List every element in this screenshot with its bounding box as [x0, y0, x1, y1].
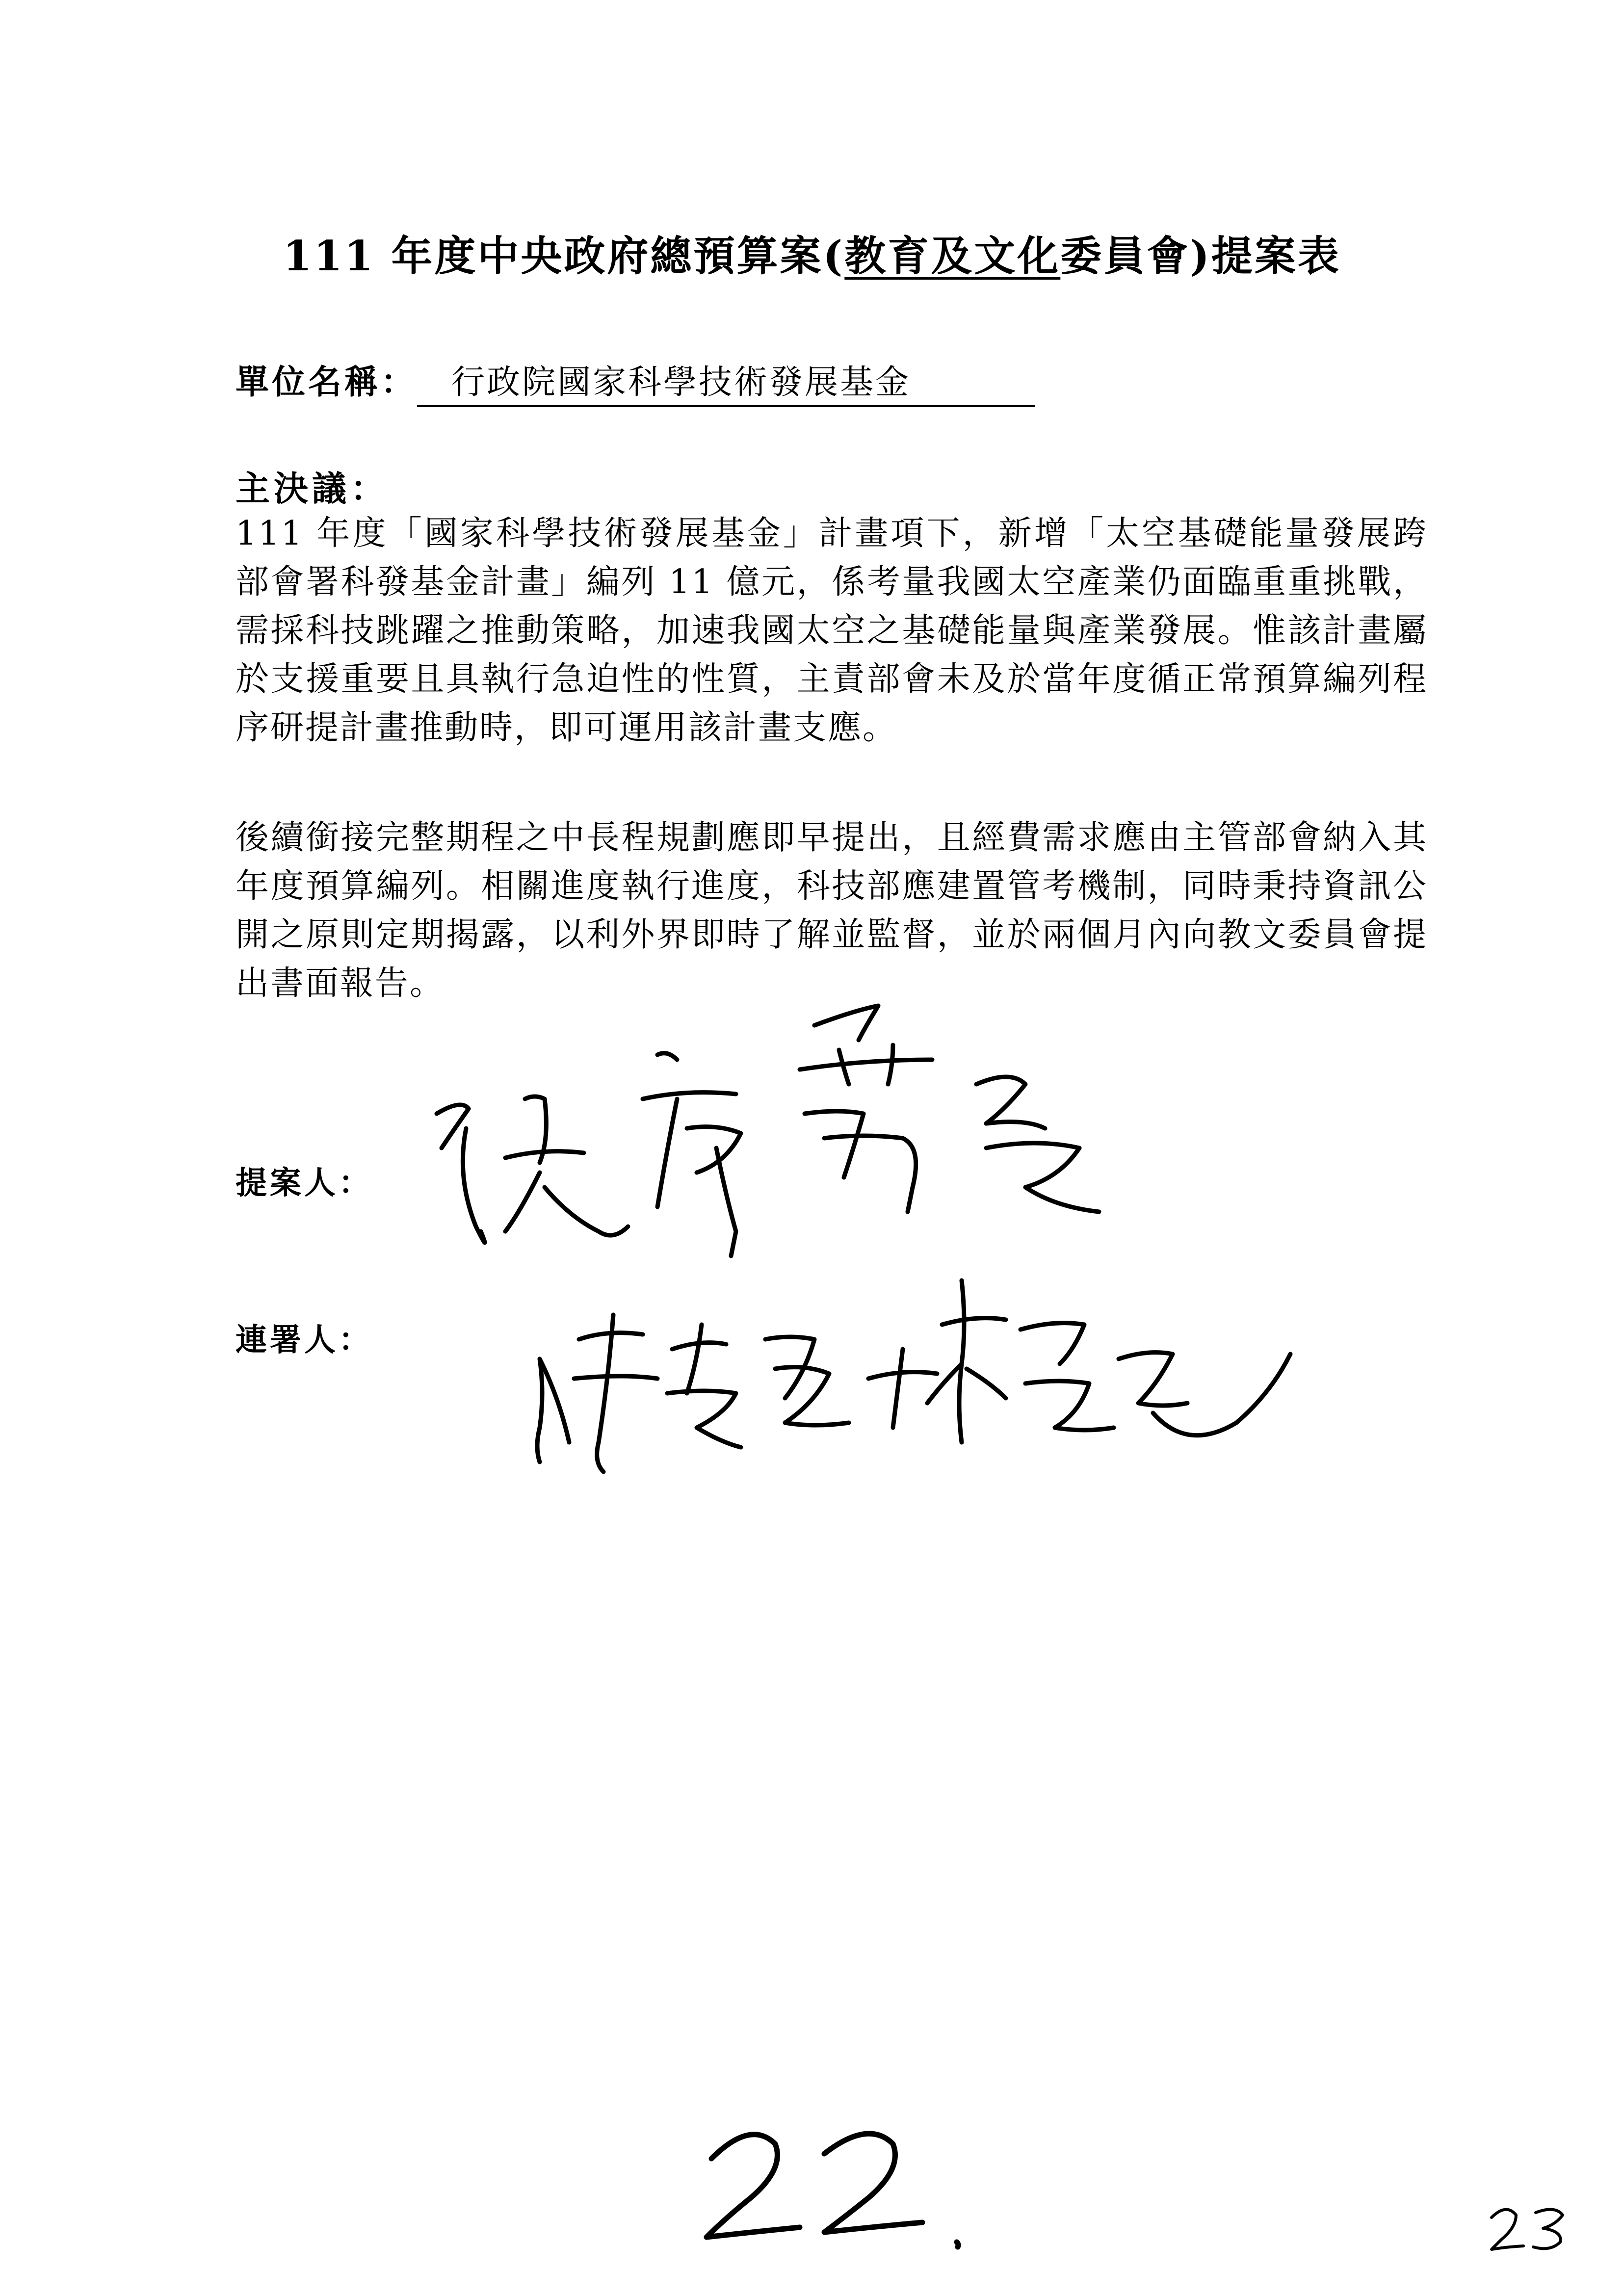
unit-row	[236, 356, 1035, 407]
resolution-paragraph-1: 111 年度「國家科學技術發展基金」計畫項下，新增「太空基礎能量發展跨部會署科發基金計畫」編列 11 億元，係考量我國太空產業仍面臨重重挑戰，需採科技跳躍之推動策略，加速我國太空之基礎能量與產業發展。惟該計畫屬於支援重要且具執行急迫性的性質，主責部會未及於當年度循正常預算編列程序研提計畫推動時，即可運用該計畫支應。	[236, 514, 1428, 747]
cosigner-label: 連署人：	[236, 1322, 373, 1358]
proposer-label: 提案人：	[236, 1165, 373, 1201]
handwritten-page-number	[677, 2100, 981, 2257]
resolution-paragraph-2: 後續銜接完整期程之中長程規劃應即早提出，且經費需求應由主管部會納入其年度預算編列。相關進度執行進度，科技部應建置管考機制，同時秉持資訊公開之原則定期揭露，以利外界即時了解並監督，並於兩個月內向教文委員會提出書面報告。	[236, 818, 1428, 1003]
unit-value: 行政院國家科學技術發展基金	[417, 361, 1035, 407]
unit-label: 單位名稱：	[236, 363, 418, 402]
title-prefix: 111 年度中央政府總預算案(	[283, 232, 845, 280]
document-title	[0, 223, 1624, 283]
title-suffix: 委員會)提案表	[1060, 232, 1341, 280]
page-number-23	[1482, 2198, 1580, 2257]
title-committee: 教育及文化	[844, 232, 1061, 280]
resolution-heading: 主決議：	[236, 468, 389, 509]
cosigner-signatures	[510, 1266, 1295, 1491]
